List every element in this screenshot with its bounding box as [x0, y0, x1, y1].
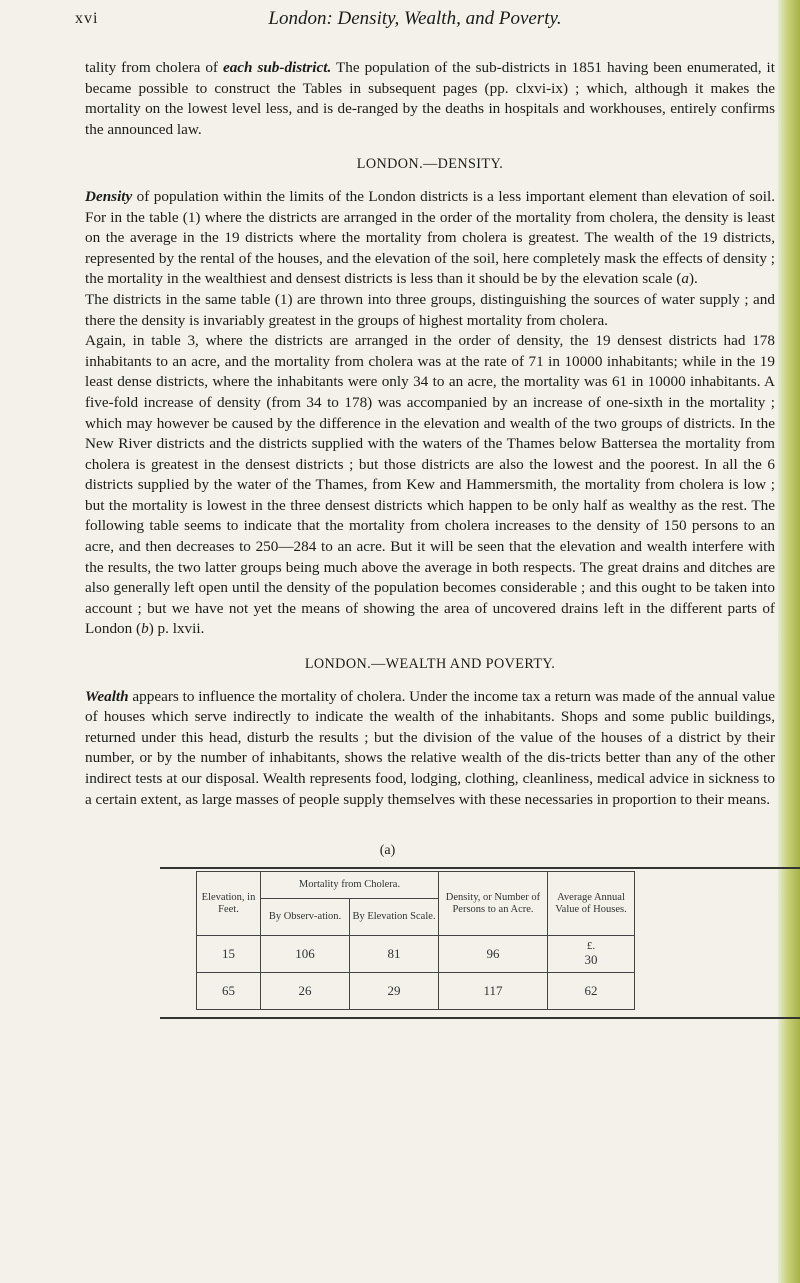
table-cell: 15: [197, 936, 261, 973]
wealth-heading: LONDON.—WEALTH AND POVERTY.: [304, 656, 556, 673]
running-head: [55, 8, 775, 38]
running-title: London: Density, Wealth, and Poverty.: [268, 8, 562, 29]
table-cell: 62: [548, 973, 635, 1010]
header-by-elevation: By Elevation Scale.: [350, 899, 439, 936]
density-paragraph-2: The districts in the same table (1) are thrown into three groups, distinguishing the sources of water supply ; and there the density is invariably greatest in the groups of highest mortality from cholera.: [85, 290, 775, 329]
table-top-rule: [160, 867, 800, 869]
intro-paragraph: tality from cholera of each sub-district. The population of the sub-districts in 1851 having been enumerated, it became possible to construct the Tables in subsequent pages (pp. clxvi-ix) ; which, although it makes the mortality on the lowest level less, and is de-ranged by the deaths in hospitals and workhouses, entirely confirms the announced law.: [85, 59, 775, 138]
density-heading: LONDON.—DENSITY.: [356, 156, 504, 173]
density-paragraph-1: Density of population within the limits of the London districts is a less important element than elevation of soil. For in the table (1) where the districts are arranged in the order of the mortality from cholera, the density is least on the average in the 19 districts where the mortality from cholera is greatest. The wealth of the 19 districts, represented by the rental of the houses, and the elevation of the soil, here completely mask the effects of density ; the mortality in the wealthiest and densest districts is less than it should be by the elevation scale (a).: [85, 187, 775, 288]
header-elevation: Elevation, in Feet.: [197, 872, 261, 936]
page-edge-binding: [778, 0, 800, 1283]
table-cell: 106: [261, 936, 350, 973]
table-cell: 29: [350, 973, 439, 1010]
intro-emphasis: each sub-district.: [222, 59, 332, 76]
wealth-paragraph: Wealth appears to influence the mortality of cholera. Under the income tax a return was made of the annual value of houses which serve indirectly to indicate the wealth of the inhabitants. Shops and some public buildings, returned under this head, disturb the results ; but the division of the value of the houses of a district by their number, or by the number of inhabitants, shows the relative wealth of the dis-tricts better than any of the other indirect tests at our disposal. Wealth represents food, lodging, clothing, cleanliness, medical advice in sickness to a certain extent, as large masses of people supply themselves with these necessaries in proportion to their means.: [85, 687, 775, 808]
table-cell: 81: [350, 936, 439, 973]
header-by-observation: By Observ-ation.: [261, 899, 350, 936]
table-label: (a): [379, 843, 396, 858]
header-annual-value: Average Annual Value of Houses.: [548, 872, 635, 936]
header-mortality: Mortality from Cholera.: [261, 872, 439, 899]
density-paragraph-3: Again, in table 3, where the districts are arranged in the order of density, the 19 densest districts had 178 inhabitants to an acre, and the mortality from cholera was at the rate of 71 in 10000 inhabitants; while in the 19 least dense districts, where the inhabitants were only 34 to an acre, the mortality was 61 in 10000 inhabitants. A five-fold increase of density (from 34 to 178) was accompanied by an increase of one-sixth in the mortality ; which may however be caused by the difference in the elevation and wealth of the two groups of districts. In the New River districts and the districts supplied with the waters of the Thames below Battersea the mortality from cholera is greatest in the densest districts ; but those districts are also the lowest and the poorest. In all the 6 districts supplied by the water of the Thames, from Kew and Hammersmith, the mortality from cholera is low ; but the mortality is lowest in the three densest districts which happen to be only half as wealthy as the rest. The following table seems to indicate that the mortality from cholera increases to the density of 150 persons to an acre, and then decreases to 250—284 to an acre. But it will be seen that the elevation and wealth interfere with the results, the two latter groups being much above the average in both respects. The great drains and ditches are also generally left open until the density of the population becomes considerable ; and this ought to be taken into account ; but we have not yet the means of showing the area of uncovered drains left in the different parts of London (b) p. lxvii.: [85, 332, 775, 638]
currency-label: £.: [586, 940, 596, 952]
elevation-mortality-table: [196, 871, 635, 1010]
table-cell: 65: [197, 973, 261, 1010]
header-density: Density, or Number of Persons to an Acre.: [439, 872, 548, 936]
table-bottom-rule: [160, 1017, 800, 1019]
table-cell: 26: [261, 973, 350, 1010]
table-cell-value: £. 30: [548, 936, 635, 973]
body-text: [85, 58, 775, 810]
table-cell: 96: [439, 936, 548, 973]
page-number: xvi: [75, 10, 99, 27]
table-cell: 117: [439, 973, 548, 1010]
